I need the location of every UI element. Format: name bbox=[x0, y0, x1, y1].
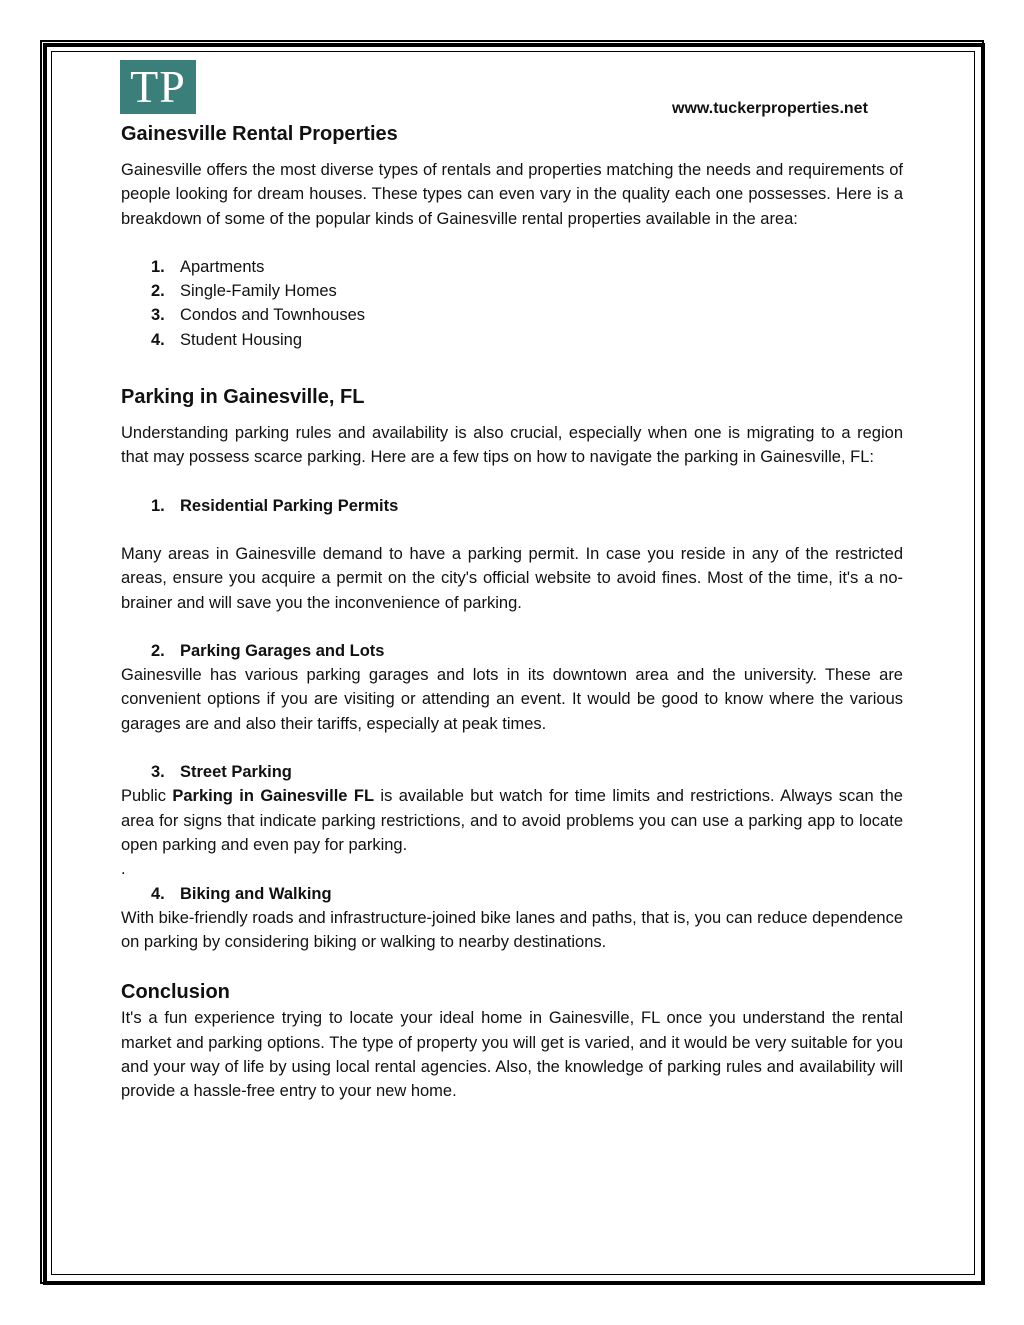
list-item: 4. Student Housing bbox=[151, 330, 303, 349]
tip-body-biking-walking: With bike-friendly roads and infrastructure-joined bike lanes and paths, that is, you can reduce dependence on parking by considering biking or walking to nearby destinations. bbox=[121, 908, 903, 952]
parking-intro-paragraph: Understanding parking rules and availability is also crucial, especially when one is migrating to a region that may possess scarce parking. Here are a few tips on how to navigate the parking in Gainesville, FL: bbox=[121, 424, 903, 467]
tip-heading-street-parking: 3. Street Parking bbox=[151, 763, 292, 782]
tip-heading-garages-lots: 2. Parking Garages and Lots bbox=[151, 641, 385, 660]
tip-body-street-parking: Public Parking in Gainesville FL is available but watch for time limits and restrictions. Always scan the area for signs that indicate parking restrictions, and to avoid problems you can use a parking app to locate open parking and even pay for parking. bbox=[121, 787, 903, 854]
conclusion-paragraph: It's a fun experience trying to locate your ideal home in Gainesville, FL once you understand the rental market and parking options. The type of property you will get is varied, and it would be very suitable for you and your way of life by using local rental agencies. Also, the knowledge of parking rules and availability will provide a hassle-free entry to your new home. bbox=[121, 1009, 903, 1101]
street-parking-keyword: Parking in Gainesville FL bbox=[172, 787, 375, 806]
tip-body-garages-lots: Gainesville has various parking garages and lots in its downtown area and the university. These are convenient options if you are visiting or attending an event. It would be good to know where the various garages are and also their tariffs, especially at peak times. bbox=[121, 666, 903, 733]
conclusion-heading: Conclusion bbox=[121, 981, 230, 1004]
tip-heading-residential-permits: 1. Residential Parking Permits bbox=[151, 496, 399, 515]
rental-intro-paragraph: Gainesville offers the most diverse types of rentals and properties matching the needs and requirements of people looking for dream houses. These types can even vary in the quality each one possesses. Here is a breakdown of some of the popular kinds of Gainesville rental properties available in the area: bbox=[121, 161, 903, 228]
property-types-list bbox=[121, 255, 903, 352]
document-body bbox=[121, 120, 903, 1104]
tip-body-residential-permits: Many areas in Gainesville demand to have a parking permit. In case you reside in any of the restricted areas, ensure you acquire a permit on the city's official website to avoid fines. Most of the time, it's a no-brainer and will save you the inconvenience of parking. bbox=[121, 544, 903, 612]
tp-logo: TP bbox=[120, 60, 196, 114]
rental-properties-heading: Gainesville Rental Properties bbox=[121, 123, 398, 145]
list-item: 1. Apartments bbox=[151, 257, 265, 276]
parking-heading: Parking in Gainesville, FL bbox=[121, 386, 365, 409]
website-url[interactable]: www.tuckerproperties.net bbox=[672, 100, 868, 117]
list-item: 3. Condos and Townhouses bbox=[151, 306, 365, 325]
trailing-period: . bbox=[121, 860, 126, 879]
tip-heading-biking-walking: 4. Biking and Walking bbox=[151, 884, 332, 903]
list-item: 2. Single-Family Homes bbox=[151, 282, 337, 301]
